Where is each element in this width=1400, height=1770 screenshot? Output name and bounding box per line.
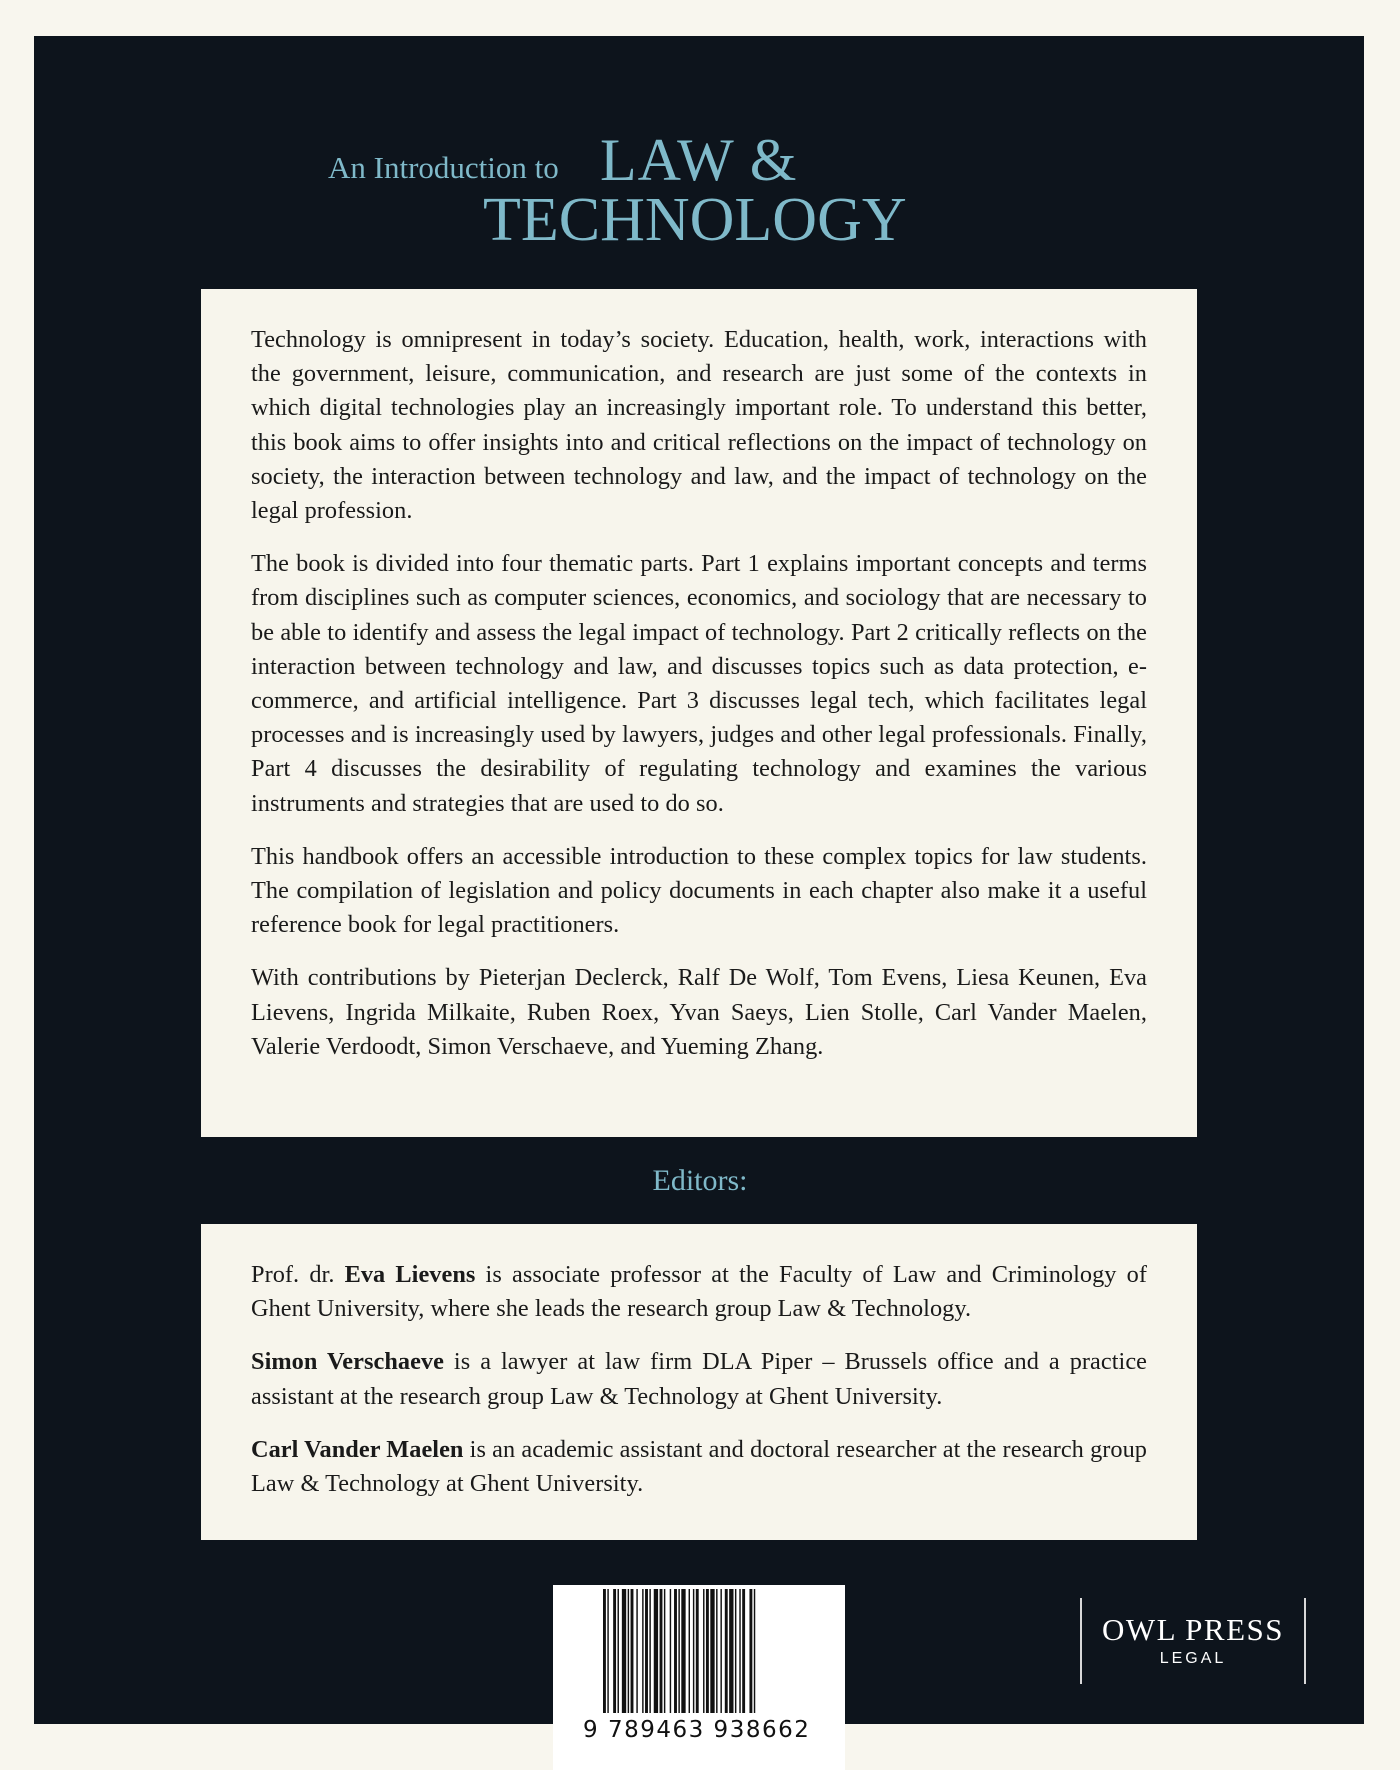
editor-bio: [251, 1258, 1147, 1326]
barcode-bar: [603, 1589, 606, 1713]
barcode-bar: [649, 1589, 650, 1713]
barcode-bar: [681, 1589, 685, 1713]
editors-heading: Editors:: [652, 1164, 748, 1197]
barcode-bar: [607, 1589, 608, 1713]
barcode-bar: [618, 1589, 619, 1713]
barcode-bar: [613, 1589, 616, 1713]
editor-bio: [251, 1433, 1147, 1501]
barcode-bar: [716, 1589, 717, 1713]
editor-name: Eva Lievens: [344, 1261, 476, 1288]
barcode-bar: [645, 1589, 648, 1713]
barcode: [553, 1585, 845, 1770]
barcode-bar: [739, 1589, 740, 1713]
barcode-bar: [678, 1589, 679, 1713]
barcode-bar: [628, 1589, 629, 1713]
barcode-bar: [689, 1589, 690, 1713]
barcode-bar: [754, 1589, 755, 1713]
editor-bio: [251, 1345, 1147, 1413]
editor-description: is associate professor at the Faculty of Law and Criminology of Ghent University, where she leads the research group Law & Technology.: [251, 1261, 1147, 1323]
title-line-1: LAW &: [600, 127, 798, 193]
barcode-bar: [706, 1589, 709, 1713]
editor-description: is a lawyer at law firm DLA Piper – Brussels office and a practice assistant at the research group Law & Technology at Ghent University.: [251, 1348, 1147, 1410]
contributors-paragraph: With contributions by Pieterjan Declerck, Ralf De Wolf, Tom Evens, Liesa Keunen, Eva Lievens, Ingrida Milkaite, Ruben Roex, Yvan Saeys, Lien Stolle, Carl Vander Maelen, Valerie Verdoodt, Simon Verschaeve, and Yueming Zhang.: [251, 964, 1147, 1060]
editor-name: Carl Vander Maelen: [251, 1435, 464, 1463]
barcode-bar: [642, 1589, 643, 1713]
barcode-bars: [603, 1589, 795, 1713]
description-paragraph: The book is divided into four thematic parts. Part 1 explains important concepts and terms from disciplines such as computer sciences, economics, and sociology that are necessary to be able to identify and assess the legal impact of technology. Part 2 critically reflects on the interaction between technology and law, and discusses topics such as data protection, e-commerce, and artificial intelligence. Part 3 discusses legal tech, which facilitates legal processes and is increasingly used by lawyers, judges and other legal professionals. Finally, Part 4 discusses the desirability of regulating technology and examines the various instruments and strategies that are used to do so.: [251, 550, 1147, 817]
description-paragraph: This handbook offers an accessible introduction to these complex topics for law students. The compilation of legislation and policy documents in each chapter also make it a useful reference book for legal practitioners.: [251, 842, 1147, 939]
publisher-name: OWL PRESS: [1101, 1612, 1285, 1647]
barcode-bar: [696, 1589, 699, 1713]
barcode-bar: [674, 1589, 677, 1713]
barcode-bar: [729, 1589, 733, 1713]
barcode-bar: [670, 1589, 671, 1713]
barcode-bar: [749, 1589, 752, 1713]
editors-panel: [201, 1224, 1197, 1540]
description-panel: [201, 289, 1197, 1137]
barcode-bar: [693, 1589, 694, 1713]
barcode-bar: [720, 1589, 721, 1713]
barcode-bar: [636, 1589, 637, 1713]
barcode-bar: [742, 1589, 745, 1713]
barcode-digits: 9 789463 938662: [583, 1717, 811, 1743]
barcode-bar: [725, 1589, 728, 1713]
editor-prefix: Prof. dr.: [251, 1261, 345, 1288]
barcode-bar: [703, 1589, 704, 1713]
barcode-bar: [622, 1589, 626, 1713]
editor-description: is an academic assistant and doctoral researcher at the research group Law & Technology at Ghent University.: [251, 1435, 1147, 1498]
barcode-bar: [664, 1589, 665, 1713]
barcode-bar: [631, 1589, 634, 1713]
barcode-bar: [660, 1589, 663, 1713]
title-intro: An Introduction to: [328, 150, 559, 185]
publisher-logo: [1080, 1598, 1306, 1684]
barcode-bar: [735, 1589, 736, 1713]
description-paragraph: Technology is omnipresent in today’s society. Education, health, work, interactions with the government, leisure, communication, and research are just some of the contexts in which digital technologies play an increasingly important role. To understand this better, this book aims to offer insights into and critical reflections on the impact of technology on society, the interaction between technology and law, and the impact of technology on the legal profession.: [251, 326, 1147, 525]
barcode-bar: [654, 1589, 658, 1713]
barcode-bar: [710, 1589, 714, 1713]
publisher-imprint: LEGAL: [1159, 1650, 1227, 1667]
editor-name: Simon Verschaeve: [251, 1348, 444, 1376]
title-line-2: TECHNOLOGY: [483, 186, 907, 254]
